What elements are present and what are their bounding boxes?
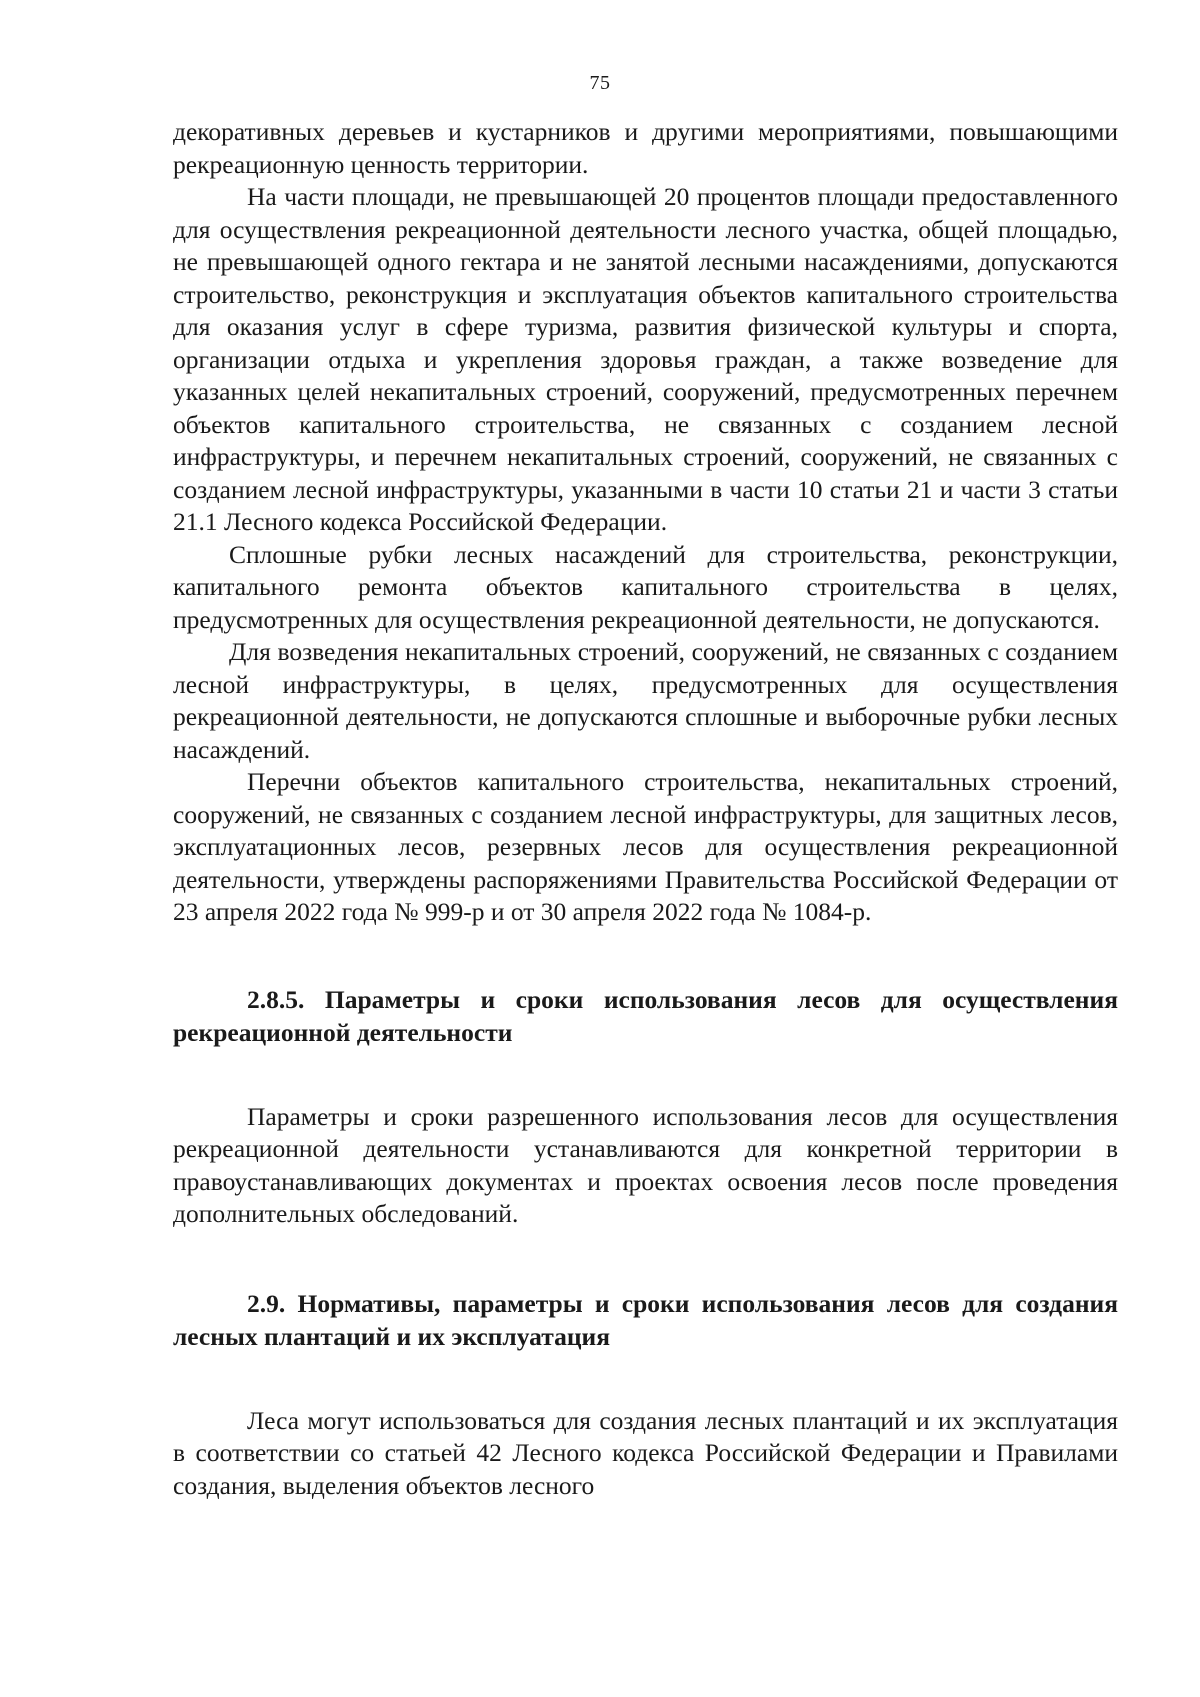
- page-number: 75: [589, 72, 611, 94]
- page-content: [173, 116, 1118, 1502]
- paragraph-noncapital-structures: Для возведения некапитальных строений, сооружений, не связанных с созданием лесной инфраструктуры, в целях, предусмотренных для осуществления рекреационной деятельности, не допускаются сплошные и выборочные рубки лесных насаждений.: [173, 637, 1118, 764]
- paragraph-clear-cutting: Сплошные рубки лесных насаждений для строительства, реконструкции, капитального ремонта объектов капитального строительства в целях, предусмотренных для осуществления рекреационной деятельности, не допускаются.: [173, 539, 1118, 634]
- paragraph-continuation: декоративных деревьев и кустарников и другими мероприятиями, повышающими рекреационную ценность территории.: [173, 117, 1118, 179]
- paragraph-object-lists: Перечни объектов капитального строительства, некапитальных строений, сооружений, не связанных с созданием лесной инфраструктуры, для защитных лесов, эксплуатационных лесов, резервных лесов для осуществления рекреационной деятельности, утверждены распоряжениями Правительства Российской Федерации от 23 апреля 2022 года № 999-р и от 30 апреля 2022 года № 1084-р.: [173, 767, 1118, 926]
- paragraph-parameters-terms: Параметры и сроки разрешенного использования лесов для осуществления рекреационной деятельности устанавливаются для конкретной территории в правоустанавливающих документах и проектах освоения лесов после проведения дополнительных обследований.: [173, 1101, 1118, 1228]
- paragraph-forest-plantations: Леса могут использоваться для создания лесных плантаций и их эксплуатация в соответствии со статьей 42 Лесного кодекса Российской Федерации и Правилами создания, выделения объектов лесного: [173, 1405, 1118, 1500]
- paragraph-recreation-construction: На части площади, не превышающей 20 процентов площади предоставленного для осуществления рекреационной деятельности лесного участка, общей площадью, не превышающей одного гектара и не занятой лесными насаждениями, допускаются строительство, реконструкция и эксплуатация объектов капитального строительства для оказания услуг в сфере туризма, развития физической культуры и спорта, организации отдыха и укрепления здоровья граждан, а также возведение для указанных целей некапитальных строений, сооружений, предусмотренных перечнем объектов капитального строительства, не связанных с созданием лесной инфраструктуры, и перечнем некапитальных строений, сооружений, не связанных с созданием лесной инфраструктуры, указанными в части 10 статьи 21 и части 3 статьи 21.1 Лесного кодекса Российской Федерации.: [173, 182, 1118, 536]
- section-heading-2-9: 2.9. Нормативы, параметры и сроки использования лесов для создания лесных плантаций и их эксплуатация: [173, 1288, 1118, 1351]
- section-heading-2-8-5: 2.8.5. Параметры и сроки использования лесов для осуществления рекреационной деятельности: [173, 984, 1118, 1047]
